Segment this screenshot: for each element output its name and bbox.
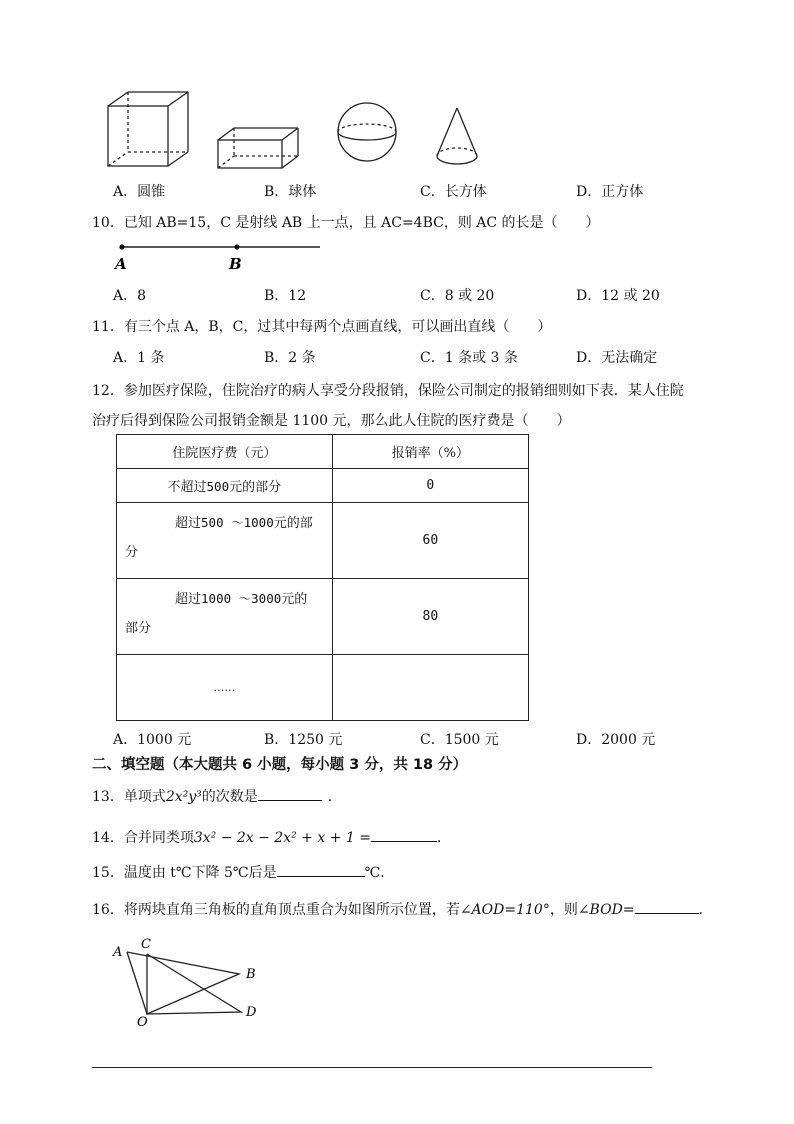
- triangle-cod: [147, 954, 241, 1014]
- q16-end: ．: [698, 902, 713, 918]
- cuboid-figure: [218, 128, 298, 168]
- q13-suffix: 的次数是: [201, 789, 258, 805]
- q14-prefix: 14．合并同类项: [92, 830, 194, 846]
- row2-label: [117, 503, 333, 579]
- row3-label-num: 1000 ～3000: [201, 591, 282, 606]
- q9-option-b[interactable]: B．球体: [264, 184, 317, 200]
- row2-label-line1: [117, 511, 332, 536]
- q16-answer-blank[interactable]: [635, 899, 699, 914]
- row3-label-a: 超过: [175, 592, 202, 607]
- q9-option-d[interactable]: D．正方体: [576, 184, 644, 200]
- q9-option-a[interactable]: A．圆锥: [113, 184, 166, 200]
- q12-option-c[interactable]: C．1500 元: [420, 732, 499, 748]
- q12-question-line2: 治疗后得到保险公司报销金额是 1100 元，那么此人住院的医疗费是（ ）: [92, 413, 571, 429]
- q13-line: [92, 786, 342, 806]
- label-a: A: [113, 945, 123, 960]
- q15-prefix: 15．温度由 t℃下降 5℃后是: [92, 865, 277, 881]
- row1-label-num: 500: [206, 479, 230, 494]
- table-row: [117, 579, 529, 655]
- row2-rate: 60: [332, 503, 528, 579]
- sphere-figure: [338, 103, 396, 161]
- q10-option-c[interactable]: C．8 或 20: [420, 288, 495, 304]
- label-d: D: [246, 1005, 257, 1020]
- row1-label: [117, 469, 333, 503]
- row2-label-a: 超过: [175, 516, 202, 531]
- ray-figure: [110, 238, 325, 272]
- q11-option-b[interactable]: B．2 条: [264, 350, 316, 366]
- q14-expr: 3x² − 2x − 2x² + x + 1 =: [193, 830, 371, 846]
- row4-rate: [332, 655, 528, 721]
- table-header-row: [117, 435, 529, 469]
- table-row: [117, 469, 529, 503]
- q11-option-a[interactable]: A．1 条: [113, 350, 165, 366]
- row2-label-num: 500 ～1000: [201, 515, 274, 530]
- point-b-dot: [234, 244, 239, 249]
- row2-label-b: 元的部: [273, 516, 313, 531]
- q14-line: [92, 827, 451, 847]
- table-row: [117, 503, 529, 579]
- row3-rate: 80: [332, 579, 528, 655]
- reimbursement-table: [116, 434, 529, 721]
- header-cost: 住院医疗费（元）: [117, 435, 333, 469]
- q15-answer-blank[interactable]: [277, 862, 365, 877]
- row3-label: [117, 579, 333, 655]
- q13-answer-blank[interactable]: [258, 786, 322, 801]
- header-rate: 报销率（%）: [332, 435, 528, 469]
- q13-expr: 2x²y³: [165, 789, 202, 805]
- q16-line: [92, 899, 713, 919]
- q10-option-d[interactable]: D．12 或 20: [576, 288, 660, 304]
- q16-ask: ∠BOD=: [577, 902, 635, 918]
- row2-label-line2: 分: [125, 545, 139, 560]
- q10-option-b[interactable]: B．12: [264, 288, 307, 304]
- row1-label-a: 不超过: [167, 480, 207, 495]
- label-b: B: [246, 967, 256, 982]
- q11-question: 11．有三个点 A，B，C，过其中每两个点画直线，可以画出直线（ ）: [92, 319, 552, 335]
- row4-label: ……: [117, 655, 333, 721]
- footer-divider: [92, 1067, 652, 1068]
- row1-label-b: 元的部分: [229, 480, 282, 495]
- q16-given: ∠AOD=110°: [459, 902, 550, 918]
- point-a-label: A: [115, 255, 127, 272]
- q16-mid: ，则: [549, 902, 578, 918]
- q15-end: ℃．: [364, 865, 395, 881]
- triangle-aob: [127, 952, 239, 1014]
- q12-option-a[interactable]: A．1000 元: [113, 732, 192, 748]
- label-o: O: [137, 1015, 148, 1030]
- point-a-dot: [119, 244, 124, 249]
- q12-option-d[interactable]: D．2000 元: [576, 732, 656, 748]
- q14-answer-blank[interactable]: [371, 827, 437, 842]
- q10-option-a[interactable]: A．8: [113, 288, 147, 304]
- q9-option-c[interactable]: C．长方体: [420, 184, 487, 200]
- row3-label-line2: 部分: [125, 621, 152, 636]
- triangles-figure: [105, 932, 275, 1032]
- table-row: [117, 655, 529, 721]
- q12-question-line1: 12．参加医疗保险，住院治疗的病人享受分段报销，保险公司制定的报销细则如下表．某人住院: [92, 383, 684, 399]
- point-b-label: B: [229, 255, 242, 272]
- section-2-title: 二、填空题（本大题共 6 小题，每小题 3 分，共 18 分）: [92, 757, 468, 773]
- q11-option-d[interactable]: D．无法确定: [576, 350, 658, 366]
- q11-option-c[interactable]: C．1 条或 3 条: [420, 350, 518, 366]
- q14-end: ．: [436, 830, 451, 846]
- cube-figure: [108, 92, 188, 166]
- q10-question: 10．已知 AB=15，C 是射线 AB 上一点，且 AC=4BC，则 AC 的长是（ ）: [92, 215, 600, 231]
- q12-option-b[interactable]: B．1250 元: [264, 732, 343, 748]
- q16-prefix: 16．将两块直角三角板的直角顶点重合为如图所示位置，若: [92, 902, 460, 918]
- q15-line: [92, 862, 394, 882]
- cone-figure: [437, 108, 477, 164]
- row1-rate: 0: [332, 469, 528, 503]
- row3-label-b: 元的: [281, 592, 308, 607]
- solids-figure: [100, 88, 520, 176]
- label-c: C: [141, 937, 151, 952]
- q13-end: ．: [327, 789, 342, 805]
- q13-prefix: 13．单项式: [92, 789, 166, 805]
- row3-label-line1: [117, 587, 332, 612]
